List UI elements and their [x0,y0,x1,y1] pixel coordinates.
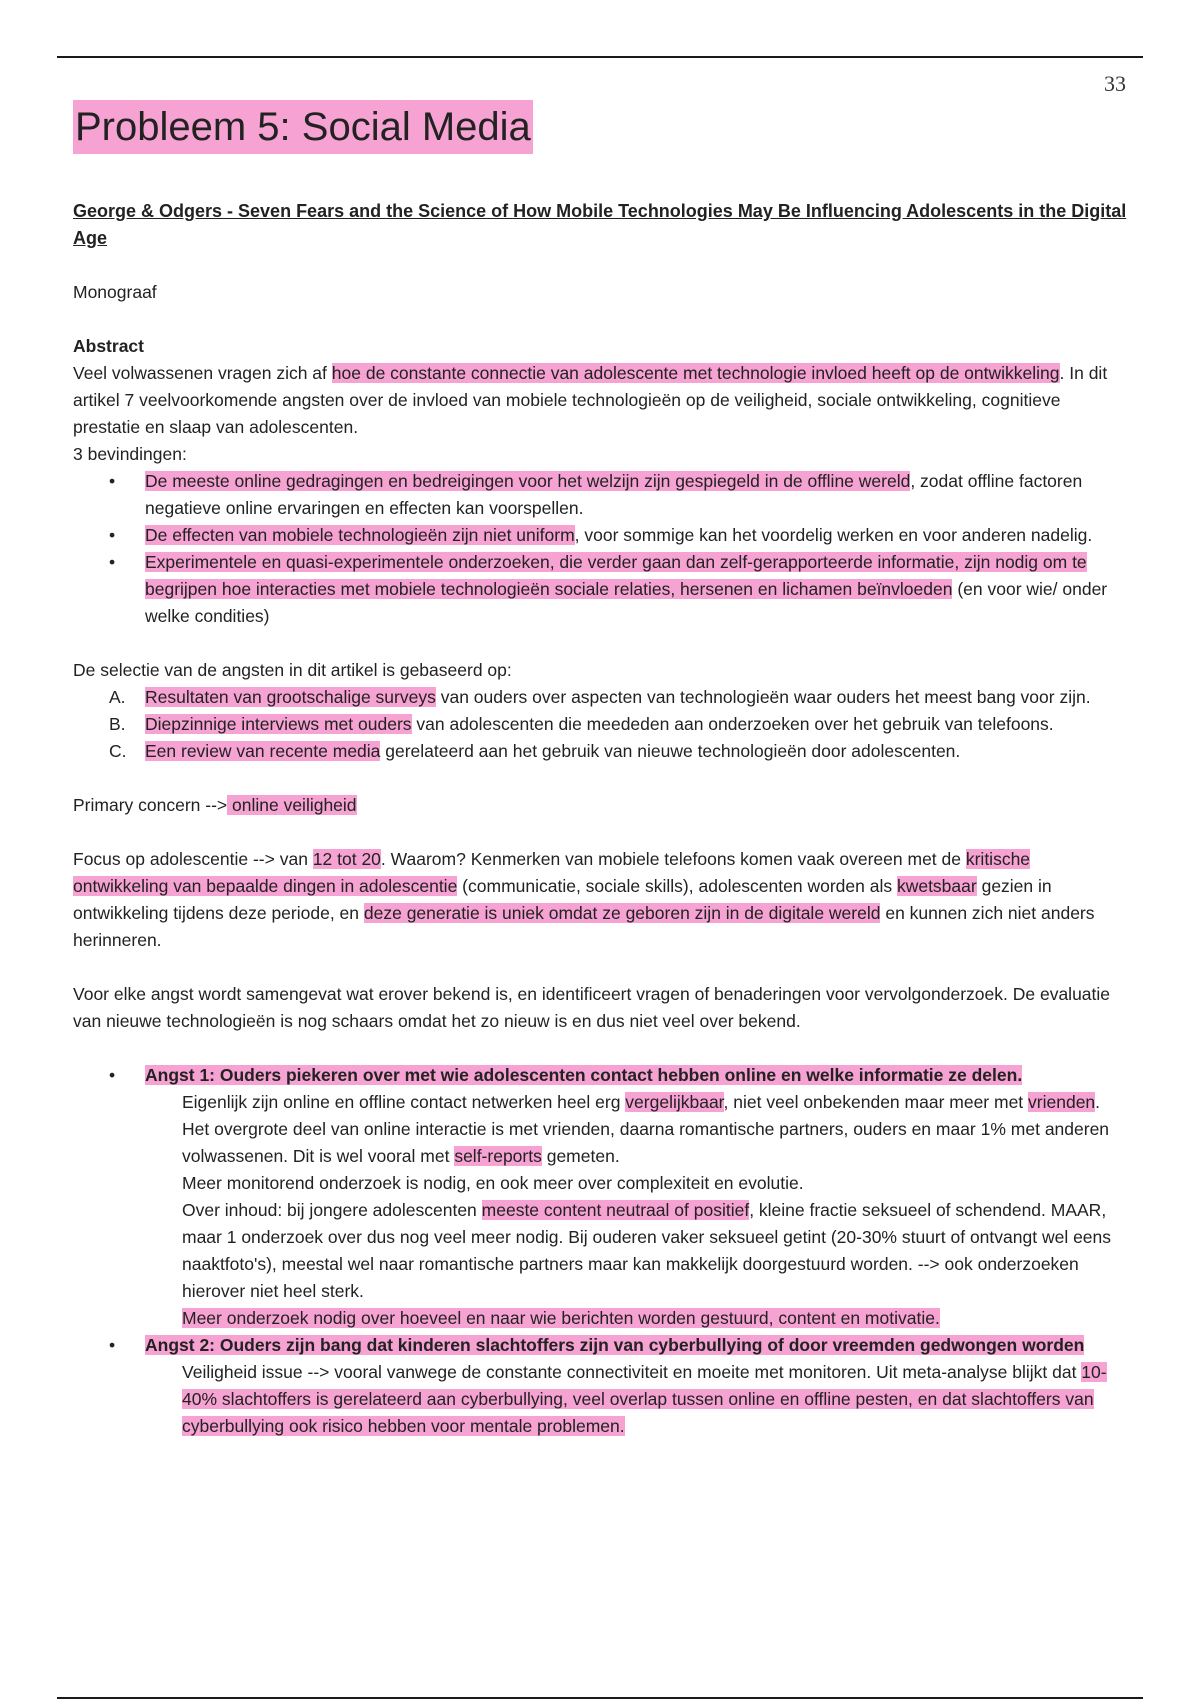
selection-list [73,684,1129,765]
abstract-heading: Abstract [73,336,144,356]
fears-list-2 [73,1332,1129,1359]
fear-2-body: Veiligheid issue --> vooral vanwege de constante connectiviteit en moeite met monitoren. Uit meta-analyse blijkt dat 10-40% slachtoffers is gerelateerd aan cyberbullying, veel overlap tussen online en offline pesten, en dat slachtoffers van cyberbullying ook risico hebben voor mentale problemen. [182,1362,1107,1436]
list-item: C. Een review van recente media gerelateerd aan het gebruik van nieuwe technologieën door adolescenten. [109,741,961,761]
bottom-rule [57,1697,1143,1699]
document-body [73,96,1129,1440]
bullet-icon: • [109,1065,116,1085]
bullet-icon: • [109,1335,116,1355]
type-label: Monograaf [73,282,157,302]
list-item [73,1062,1129,1089]
fears-list [73,1062,1129,1089]
list-item: • Experimentele en quasi-experimentele onderzoeken, die verder gaan dan zelf-gerapporteerde informatie, zijn nodig om te begrijpen hoe interacties met mobiele technologieën sociale relaties, hersenen en lichamen beïnvloeden (en voor wie/ onder welke condities) [73,549,1129,630]
fear-2-title: Angst 2: Ouders zijn bang dat kinderen slachtoffers zijn van cyberbullying of door vreemden gedwongen worden [145,1335,1085,1355]
focus-paragraph: Focus op adolescentie --> van 12 tot 20. Waarom? Kenmerken van mobiele telefoons komen vaak overeen met de kritische ontwikkeling van bepaalde dingen in adolescentie (communicatie, sociale skills), adolescenten worden als kwetsbaar gezien in ontwikkeling tijdens deze periode, en deze generatie is uniek omdat ze geboren zijn in de digitale wereld en kunnen zich niet anders herinneren. [73,849,1095,950]
article-reference: George & Odgers - Seven Fears and the Science of How Mobile Technologies May Be Influencing Adolescents in the Digital Age [73,201,1127,248]
list-item: B. Diepzinnige interviews met ouders van adolescenten die meededen aan onderzoeken over het gebruik van telefoons. [109,714,1054,734]
bullet-icon: • [109,525,116,545]
findings-list [73,468,1129,630]
top-rule [57,56,1143,58]
bullet-icon: • [109,471,116,491]
list-item: • De effecten van mobiele technologieën zijn niet uniform, voor sommige kan het voordelig werken en voor anderen nadelig. [73,522,1129,549]
selection-intro: De selectie van de angsten in dit artikel is gebaseerd op: [73,660,512,680]
list-item [73,1332,1129,1359]
findings-label: 3 bevindingen: [73,444,187,464]
page-title: Probleem 5: Social Media [73,100,533,154]
page-number: 33 [1104,71,1126,96]
list-item: • De meeste online gedragingen en bedreigingen voor het welzijn zijn gespiegeld in de offline wereld, zodat offline factoren negatieve online ervaringen en effecten kan voorspellen. [73,468,1129,522]
summary-paragraph: Voor elke angst wordt samengevat wat erover bekend is, en identificeert vragen of benaderingen voor vervolgonderzoek. De evaluatie van nieuwe technologieën is nog schaars omdat het zo nieuw is en dus niet veel over bekend. [73,984,1111,1031]
bullet-icon: • [109,552,116,572]
list-item: A. Resultaten van grootschalige surveys van ouders over aspecten van technologieën waar ouders het meest bang voor zijn. [109,687,1091,707]
primary-concern: Primary concern --> online veiligheid [73,795,357,815]
fear-1-body: Eigenlijk zijn online en offline contact netwerken heel erg vergelijkbaar, niet veel onbekenden maar meer met vrienden. Het overgrote deel van online interactie is met vrienden, daarna romantische partners, ouders en maar 1% met anderen volwassenen. Dit is wel vooral met self-reports gemeten. Meer monitorend onderzoek is nodig, en ook meer over complexiteit en evolutie. Over inhoud: bij jongere adolescenten meeste content neutraal of positief, kleine fractie seksueel of schendend. MAAR, maar 1 onderzoek over dus nog veel meer nodig. Bij ouderen vaker seksueel getint (20-30% stuurt of ontvangt wel eens naaktfoto's), meestal wel naar romantische partners maar kan makkelijk doorgestuurd worden. --> ook onderzoeken hierover niet heel sterk. Meer onderzoek nodig over hoeveel en naar wie berichten worden gestuurd, content en motivatie. [182,1092,1112,1328]
fear-1-title: Angst 1: Ouders piekeren over met wie adolescenten contact hebben online en welke informatie ze delen. [145,1065,1023,1085]
abstract-intro: Veel volwassenen vragen zich af hoe de constante connectie van adolescente met technologie invloed heeft op de ontwikkeling. In dit artikel 7 veelvoorkomende angsten over de invloed van mobiele technologieën op de veiligheid, sociale ontwikkeling, cognitieve prestatie en slaap van adolescenten. [73,363,1108,437]
